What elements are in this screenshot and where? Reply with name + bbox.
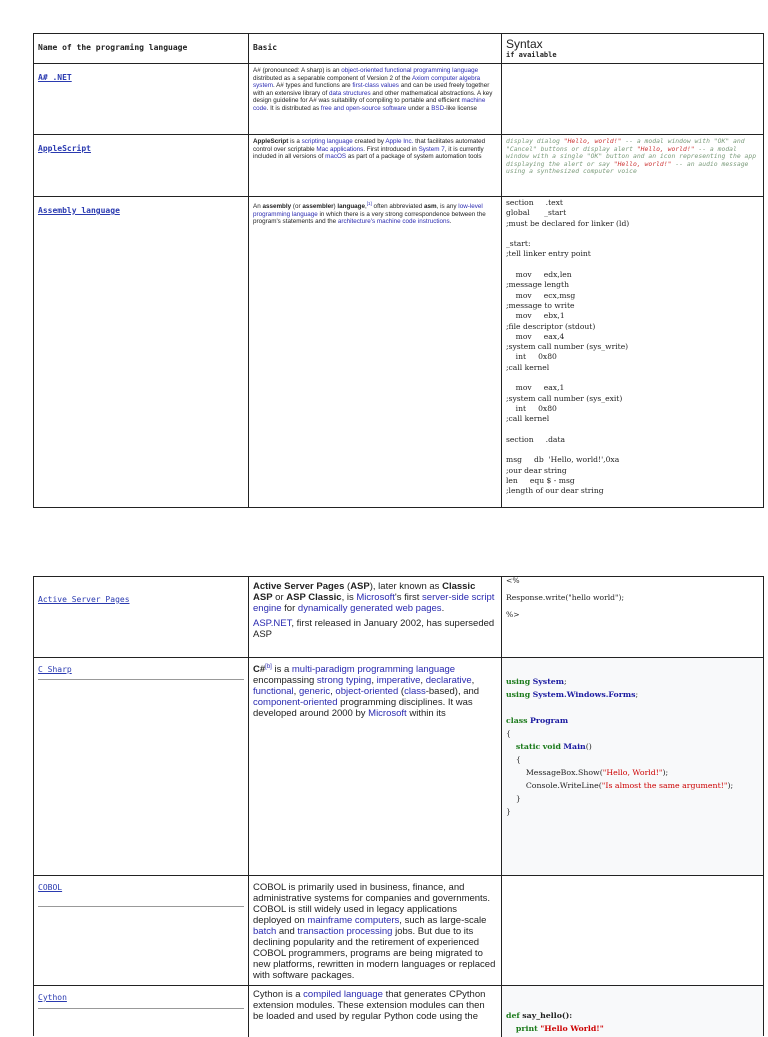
- text: as part of a package of system automation tools: [346, 153, 482, 161]
- header-syntax: Syntax: [506, 37, 543, 51]
- text: jobs. But due to its declining popularity and the retirement of experienced COBOL programmers, programs are being migrated to new platforms, rewritten in modern languages or replaced with software packages.: [253, 926, 496, 981]
- code-type: System: [532, 677, 565, 686]
- languages-table-1: [33, 33, 764, 508]
- name-cell: [34, 986, 249, 1037]
- code-text: );: [727, 781, 734, 790]
- text: is a: [271, 664, 292, 676]
- basic-cell: [249, 64, 502, 134]
- divider: [38, 906, 244, 907]
- text: and can be used freely together with an extensive library of: [253, 82, 490, 97]
- header-syntax-cell: [502, 34, 763, 63]
- text: often abbreviated: [371, 203, 424, 211]
- text: programming disciplines. It was developed around 2000 by: [253, 697, 473, 720]
- syntax-code: section .text global _start ;must be declared for linker (ld) _start: ;tell linker entry point mov edx,len ;message length mov ecx,msg ;message to write mov ebx,1 ;file descriptor (stdout) mov eax,4 ;system call number (sys_write) int 0x80 ;call kernel mov eax,1 ;system call number (sys_exit) int 0x80 ;call kernel section .data msg db 'Hello, world!',0xa ;our dear string len equ $ - msg ;length of our dear string: [506, 198, 630, 496]
- inline-link[interactable]: multi-paradigm programming language: [291, 664, 456, 676]
- header-basic-cell: [249, 34, 502, 63]
- basic-cell: [249, 577, 502, 657]
- code-text: -- an audio message using a synthesized computer voice: [506, 159, 749, 176]
- language-link[interactable]: Cython: [38, 993, 67, 1002]
- text: and: [276, 926, 298, 937]
- inline-link[interactable]: BSD: [431, 104, 445, 112]
- text: ,: [330, 686, 336, 698]
- inline-link[interactable]: functional: [253, 686, 294, 698]
- text: , it is currently included in all versions of: [253, 145, 484, 161]
- text: created by: [352, 138, 386, 145]
- text: ,: [293, 686, 299, 698]
- language-link[interactable]: A# .NET: [38, 73, 72, 82]
- text: that generates CPython extension modules. These extension modules can then be loaded and used by regular Python code using the: [253, 989, 486, 1022]
- code-text: display dialog: [506, 137, 564, 145]
- code-keyword: static: [515, 742, 541, 751]
- footnote-link[interactable]: [1]: [366, 201, 372, 206]
- text: ): [333, 203, 338, 211]
- bold-term: assembly: [262, 203, 292, 211]
- syntax-cell: [502, 64, 763, 134]
- name-cell: [34, 64, 249, 134]
- language-link[interactable]: Active Server Pages: [38, 595, 130, 604]
- basic-cell: [249, 135, 502, 196]
- code-text: -- a modal window with "OK" and "Cancel" buttons or display alert: [506, 137, 745, 153]
- inline-link[interactable]: server-side script engine: [253, 592, 495, 614]
- inline-link[interactable]: Apple Inc.: [385, 138, 414, 145]
- text: ,: [471, 675, 475, 687]
- header-basic: Basic: [253, 43, 278, 52]
- inline-link[interactable]: Mac applications: [316, 145, 364, 153]
- text: that facilitates automated control over scriptable: [253, 138, 486, 153]
- name-cell: [34, 876, 249, 985]
- divider: [38, 1008, 244, 1009]
- text: -based), and: [425, 686, 480, 698]
- paragraph: [253, 581, 497, 614]
- inline-link[interactable]: compiled language: [303, 989, 383, 1000]
- table-row: [34, 657, 763, 875]
- bold-term: C#: [253, 664, 266, 676]
- paragraph: [253, 618, 497, 640]
- inline-link[interactable]: batch: [253, 926, 277, 937]
- inline-link[interactable]: strong typing: [316, 675, 372, 687]
- syntax-cell: [502, 876, 763, 985]
- bold-term: ASP Classic: [286, 592, 342, 603]
- inline-link[interactable]: low-level programming language: [253, 203, 483, 218]
- inline-link[interactable]: free and open-source software: [320, 104, 407, 112]
- table-row: [34, 196, 763, 507]
- code-type: Main: [563, 742, 586, 751]
- basic-cell: [249, 658, 502, 875]
- table-row: [34, 134, 763, 196]
- language-link[interactable]: Assembly language: [38, 206, 120, 215]
- text: ,: [420, 675, 426, 687]
- text: ), later known as: [369, 581, 443, 592]
- text: encompassing: [253, 675, 317, 687]
- languages-table-2: [33, 576, 764, 1036]
- text: ,: [371, 675, 377, 687]
- table-row: [34, 577, 763, 657]
- bold-term: Active Server Pages: [253, 581, 345, 592]
- text: under a: [406, 104, 432, 112]
- inline-link[interactable]: first-class values: [352, 82, 399, 90]
- code-text: MessageBox.Show(: [525, 768, 603, 777]
- text: for: [281, 603, 298, 614]
- table-header-row: [34, 34, 763, 63]
- inline-link[interactable]: architecture's machine code instructions: [337, 218, 450, 226]
- table-row: [34, 63, 763, 134]
- syntax-code: using System; using System.Windows.Forms; class Program { static void Main() { MessageBox.Show("Hello, World!"); Console.WriteLine("Is almost the same argument!"); } }: [502, 658, 763, 875]
- code-string: "Hello World!": [540, 1024, 604, 1033]
- code-keyword: class: [506, 716, 528, 725]
- inline-link[interactable]: generic: [298, 686, 331, 698]
- text: . A# types and functions are: [272, 82, 353, 90]
- bold-term: assembler: [302, 203, 334, 211]
- text: , is any: [436, 203, 459, 211]
- text: , such as large-scale: [399, 915, 487, 926]
- text: . First introduced in: [363, 145, 419, 153]
- text: An: [253, 203, 263, 211]
- inline-link[interactable]: mainframe computers: [307, 915, 400, 926]
- inline-link[interactable]: class: [404, 686, 426, 698]
- inline-link[interactable]: object-oriented functional programming language: [341, 67, 479, 74]
- text: . It is distributed as: [266, 104, 321, 112]
- language-link[interactable]: C Sharp: [38, 665, 72, 674]
- header-syntax-sub: if available: [506, 51, 557, 59]
- footnote-link[interactable]: [b]: [265, 664, 272, 670]
- text: A#: [253, 67, 261, 74]
- syntax-code: <% Response.write("hello world"); %>: [506, 577, 625, 619]
- inline-link[interactable]: macOS: [325, 153, 347, 161]
- text: .: [449, 218, 452, 226]
- bold-term: AppleScript: [253, 138, 289, 145]
- name-cell: [34, 197, 249, 507]
- name-cell: [34, 658, 249, 875]
- text: -like license: [444, 104, 478, 112]
- code-keyword: using: [506, 677, 531, 686]
- code-text: say_hello():: [522, 1011, 573, 1020]
- divider: [38, 679, 244, 680]
- inline-link[interactable]: Microsoft: [368, 708, 407, 720]
- code-text: );: [662, 768, 669, 777]
- text: (: [398, 686, 405, 698]
- text: (: [344, 581, 351, 592]
- code-type: Program: [530, 716, 569, 725]
- table-row: [34, 985, 763, 1037]
- text: .: [441, 603, 445, 614]
- table-row: [34, 875, 763, 985]
- inline-link[interactable]: scripting language: [301, 138, 353, 145]
- basic-cell: [249, 876, 502, 985]
- text: within its: [406, 708, 446, 720]
- inline-link[interactable]: transaction processing: [297, 926, 393, 937]
- inline-link[interactable]: imperative: [376, 675, 421, 687]
- code-keyword: def: [506, 1011, 520, 1020]
- inline-link[interactable]: Axiom computer algebra system: [253, 74, 481, 90]
- inline-link[interactable]: object-oriented: [335, 686, 399, 698]
- code-text: -- a modal window with a single "OK" button and an icon representing the app displaying the alert or say: [506, 144, 757, 168]
- text: , first released in January 2002, has superseded ASP: [253, 618, 495, 640]
- text: in which there is a very strong correspondence between the program's statements and the: [253, 210, 486, 226]
- language-link[interactable]: COBOL: [38, 883, 63, 892]
- text: distributed as a separable component of Version 2 of the: [253, 74, 412, 82]
- syntax-code: [502, 986, 763, 1037]
- header-name: Name of the programing language: [38, 43, 188, 52]
- text: COBOL is primarily used in business, finance, and administrative systems for companies and governments. COBOL is still widely used in legacy applications deployed on: [253, 882, 491, 926]
- inline-link[interactable]: dynamically generated web pages: [297, 603, 442, 614]
- text: 's first: [394, 592, 423, 603]
- code-string: "Hello, World!": [602, 768, 663, 777]
- basic-cell: [249, 986, 502, 1037]
- inline-link[interactable]: System 7: [418, 145, 445, 153]
- name-cell: [34, 577, 249, 657]
- basic-cell: [249, 197, 502, 507]
- text: (pronounced: A sharp) is an: [260, 67, 342, 74]
- name-cell: [34, 135, 249, 196]
- text: Cython is a: [253, 989, 304, 1000]
- bold-term: ASP: [350, 581, 370, 592]
- text: , is: [341, 592, 357, 603]
- text: (or: [291, 203, 303, 211]
- inline-link[interactable]: machine code: [253, 97, 486, 112]
- inline-link[interactable]: declarative: [425, 675, 472, 687]
- bold-term: language: [337, 203, 366, 211]
- bold-term: asm: [423, 203, 437, 211]
- syntax-cell: [502, 135, 763, 196]
- inline-link[interactable]: data structures: [328, 89, 371, 97]
- code-keyword: print: [515, 1024, 538, 1033]
- bold-term: Classic ASP: [253, 581, 476, 603]
- inline-link[interactable]: ASP.NET: [253, 618, 292, 629]
- code-string: "Hello, world!": [563, 137, 622, 145]
- inline-link[interactable]: component-oriented: [253, 697, 338, 709]
- code-string: "Hello, world!": [636, 144, 695, 153]
- text: or: [272, 592, 287, 603]
- code-keyword: void: [542, 742, 561, 751]
- inline-link[interactable]: Microsoft: [356, 592, 395, 603]
- text: ,: [365, 203, 367, 211]
- code-string: "Hello, world!": [613, 159, 672, 168]
- header-name-cell: [34, 34, 249, 63]
- text: and other mathematical abstractions. A key design guideline for A# was suitability of compiling to portable and efficient: [253, 89, 493, 105]
- code-text: Console.WriteLine(: [525, 781, 602, 790]
- code-keyword: using: [506, 690, 531, 699]
- text: is a: [288, 138, 302, 145]
- code-type: System.Windows.Forms: [532, 690, 636, 699]
- language-link[interactable]: AppleScript: [38, 144, 91, 153]
- code-string: "Is almost the same argument!": [601, 781, 728, 790]
